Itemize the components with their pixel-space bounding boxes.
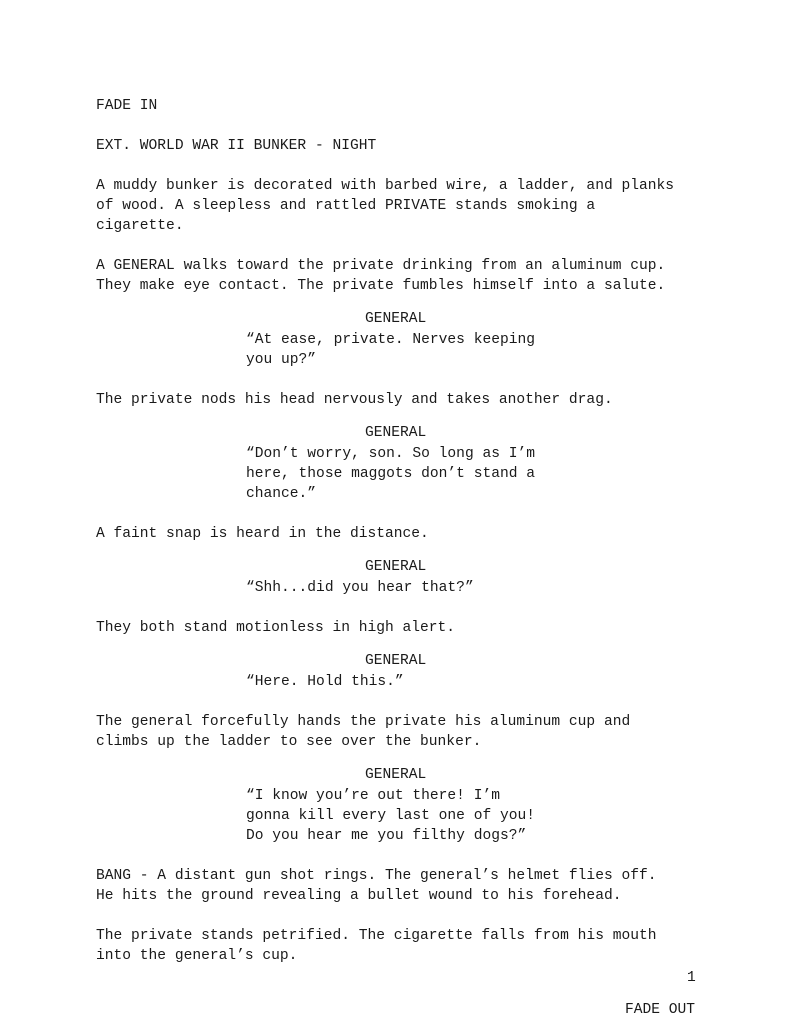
character-cue: GENERAL [365, 425, 427, 441]
action-line: of wood. A sleepless and rattled PRIVATE stands smoking a [96, 198, 596, 214]
character-cue: GENERAL [365, 653, 427, 669]
action-line: into the general’s cup. [96, 948, 298, 964]
action-line: cigarette. [96, 218, 184, 234]
dialogue-line: gonna kill every last one of you! [246, 808, 536, 824]
character-cue: GENERAL [365, 311, 427, 327]
dialogue-line: “I know you’re out there! I’m [246, 788, 500, 804]
dialogue-line: “Shh...did you hear that?” [246, 580, 474, 596]
action-line: He hits the ground revealing a bullet wound to his forehead. [96, 888, 622, 904]
dialogue-line: you up?” [246, 352, 317, 368]
action-line: They make eye contact. The private fumbles himself into a salute. [96, 278, 666, 294]
character-cue: GENERAL [365, 559, 427, 575]
action-line: BANG - A distant gun shot rings. The general’s helmet flies off. [96, 868, 657, 884]
action-line: climbs up the ladder to see over the bunker. [96, 734, 482, 750]
action-line: A GENERAL walks toward the private drinking from an aluminum cup. [96, 258, 666, 274]
dialogue-line: chance.” [246, 486, 317, 502]
dialogue-line: here, those maggots don’t stand a [246, 466, 536, 482]
transition-fade-in: FADE IN [96, 98, 158, 114]
action-line: A muddy bunker is decorated with barbed wire, a ladder, and planks [96, 178, 675, 194]
dialogue-line: Do you hear me you filthy dogs?” [246, 828, 527, 844]
action-line: A faint snap is heard in the distance. [96, 526, 429, 542]
dialogue-line: “Here. Hold this.” [246, 674, 404, 690]
character-cue: GENERAL [365, 767, 427, 783]
action-line: They both stand motionless in high alert. [96, 620, 456, 636]
action-line: The private nods his head nervously and takes another drag. [96, 392, 613, 408]
dialogue-line: “Don’t worry, son. So long as I’m [246, 446, 536, 462]
action-line: The general forcefully hands the private his aluminum cup and [96, 714, 631, 730]
page-number: 1 [687, 970, 696, 986]
dialogue-line: “At ease, private. Nerves keeping [246, 332, 536, 348]
action-line: The private stands petrified. The cigarette falls from his mouth [96, 928, 657, 944]
transition-fade-out: FADE OUT [625, 1002, 696, 1018]
scene-heading: EXT. WORLD WAR II BUNKER - NIGHT [96, 138, 377, 154]
